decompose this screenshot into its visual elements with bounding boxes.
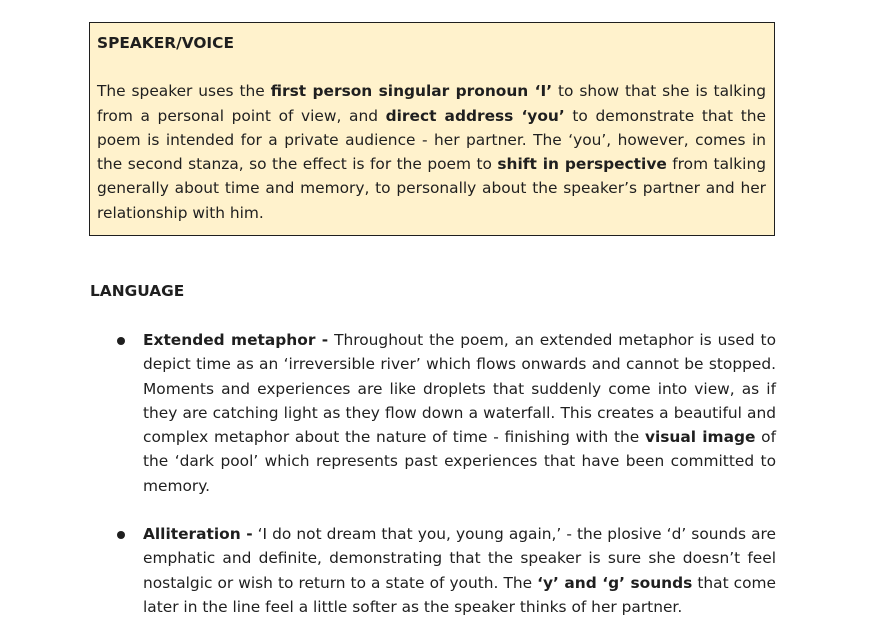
text-segment: ‘I do not dream that you, young again,’ - the plosive ‘d’ sounds are emphatic and definite, demonstrating that the speaker is sure she doesn’t feel nostalgic or wish to return to a state of youth. The <box>143 525 776 592</box>
speaker-voice-heading: SPEAKER/VOICE <box>97 34 234 52</box>
text-segment: from talking generally about time and memory, to personally about the speaker’s partner and her relationship with him. <box>97 155 766 222</box>
text-segment: The speaker uses the <box>97 82 271 101</box>
text-segment: to show that she is talking from a personal point of view, and <box>97 82 766 125</box>
bullet-icon <box>117 337 125 345</box>
item-label: Extended metaphor - <box>143 331 329 349</box>
item-label: Alliteration - <box>143 525 253 544</box>
list-item-alliteration <box>90 522 776 619</box>
speaker-voice-paragraph <box>97 79 766 225</box>
text-segment: of the ‘dark pool’ which represents past experiences that have been committed to memory. <box>143 428 776 495</box>
text-segment: Throughout the poem, an extended metaphor is used to depict time as an ‘irreversible river’ which flows onwards and cannot be stopped. Moments and experiences are like droplets that suddenly come into view, as if they are catching light as they flow down a waterfall. This creates a beautiful and complex metaphor about the nature of time - finishing with the <box>143 331 776 447</box>
text-segment: to demonstrate that the poem is intended for a private audience - her partner. The ‘you’, however, comes in the second stanza, so the effect is for the poem to <box>97 106 766 174</box>
list-item-extended-metaphor <box>90 328 776 498</box>
bullet-icon <box>117 531 125 539</box>
key-term: first person singular pronoun ‘I’ <box>270 82 553 101</box>
key-term: ‘y’ and ‘g’ sounds <box>537 573 693 592</box>
language-heading: LANGUAGE <box>90 282 185 300</box>
text-segment: that come later in the line feel a little softer as the speaker thinks of her partner. <box>143 573 776 616</box>
language-list <box>90 328 776 643</box>
speaker-voice-box <box>89 22 775 236</box>
key-term: visual image <box>644 428 756 447</box>
key-term: direct address ‘you’ <box>385 106 565 125</box>
key-term: shift in perspective <box>497 155 667 174</box>
